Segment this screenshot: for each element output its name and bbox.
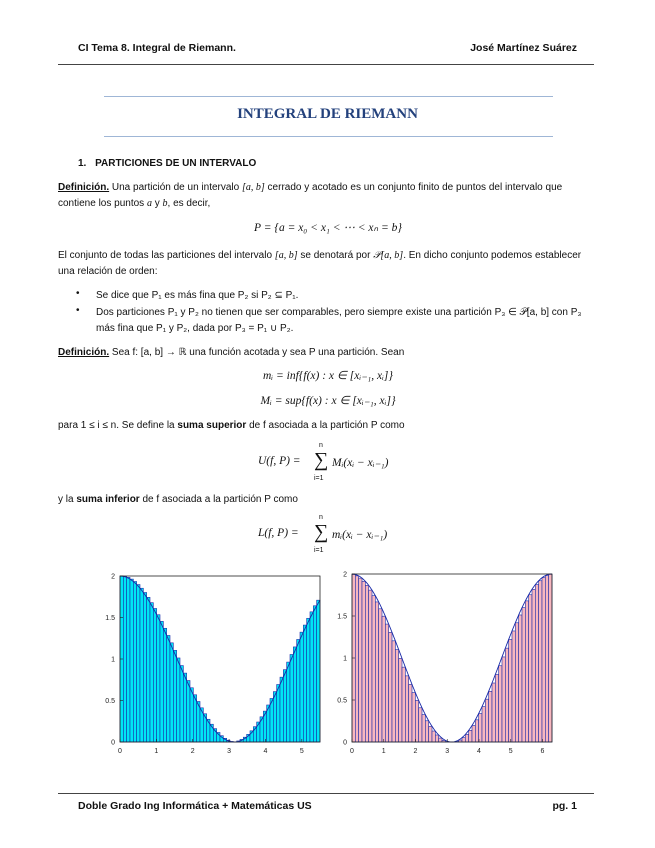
chart-bar — [522, 608, 525, 742]
bullet-2-text: Dos particiones P₁ y P₂ no tienen que ser comparables, pero siempre existe una partición P₃ ∈ 𝒫[a, b] con P₃ más fina que P₁ y P₂, dada por P₃ = P₁ ∪ P₂. — [96, 307, 582, 334]
lower-sum-bottom: i=1 — [314, 547, 324, 554]
chart-bar — [429, 726, 432, 742]
x-tick-label: 0 — [350, 748, 354, 755]
chart-bar — [180, 666, 183, 742]
chart-bar — [123, 576, 126, 742]
formula-upper-sum — [258, 442, 458, 486]
chart-bar — [462, 738, 465, 742]
upper-sum-term: Mᵢ(xᵢ − xᵢ₋₁) — [332, 457, 389, 469]
para1-text2: se denotará por — [297, 250, 374, 261]
title-rule-top — [104, 96, 553, 97]
chart-bar — [207, 719, 210, 742]
y-tick-label: 0 — [111, 739, 115, 747]
lower-sum-top: n — [319, 514, 323, 521]
chart-bar — [432, 731, 435, 742]
formula-lower-sum — [258, 514, 458, 558]
formula-supremum: Mᵢ = sup{f(x) : x ∈ [xᵢ₋₁, xᵢ]} — [260, 395, 396, 407]
def1-text2: cerrado y acotado es un conjunto finito de puntos del intervalo que contiene los puntos — [58, 182, 563, 209]
chart-bar — [359, 578, 362, 742]
chart-bar — [412, 693, 415, 742]
chart-bar — [137, 585, 140, 742]
chart-bar — [402, 667, 405, 742]
chart-bar — [469, 730, 472, 742]
chart-bar — [539, 581, 542, 742]
chart-bar — [482, 707, 485, 742]
def1-a: a — [146, 198, 152, 209]
chart-bar — [509, 639, 512, 742]
chart-bar — [439, 738, 442, 742]
chart-bar — [395, 650, 398, 742]
chart-bar — [317, 600, 320, 742]
formula-infimum: mᵢ = inf{f(x) : x ∈ [xᵢ₋₁, xᵢ]} — [263, 370, 393, 382]
chart-bar — [499, 666, 502, 742]
def1-y: y — [151, 198, 163, 209]
y-tick-label: 0 — [343, 739, 347, 747]
chart-bar — [273, 692, 276, 742]
bullet-1-text: Se dice que P₁ es más fina que P₂ si P₂ ⊆ P₁. — [96, 290, 299, 301]
chart-bar — [535, 585, 538, 742]
lower-sum-lhs: L(f, P) = — [258, 527, 299, 539]
page-title: INTEGRAL DE RIEMANN — [237, 106, 418, 122]
upper-sum-lhs: U(f, P) = — [258, 455, 301, 467]
chart-bar — [170, 643, 173, 742]
chart-bar — [422, 715, 425, 742]
def1-interval: [a, b] — [241, 182, 265, 193]
para3-text2: de f asociada a la partición P como — [139, 494, 298, 505]
chart-bar — [130, 579, 133, 742]
chart-bar — [365, 585, 368, 742]
chart-bar — [409, 684, 412, 742]
chart-bar — [313, 606, 316, 742]
chart-bar — [465, 734, 468, 742]
chart-bar — [193, 695, 196, 742]
para1-text3: . En dicho conjunto podemos establecer una relación de orden: — [58, 250, 582, 277]
chart-bar — [143, 593, 146, 742]
header-rule — [58, 64, 594, 65]
chart-bar — [502, 657, 505, 742]
chart-bar — [385, 624, 388, 742]
chart-bar — [542, 578, 545, 742]
para2-text1: para 1 ≤ i ≤ n. Se define la — [58, 420, 178, 431]
chart-bar — [515, 623, 518, 742]
chart-bar — [472, 725, 475, 742]
header-left: CI Tema 8. Integral de Riemann. — [78, 42, 236, 54]
x-tick-label: 2 — [190, 748, 195, 755]
chart-bar — [435, 735, 438, 742]
def2-text: Sea f: [a, b] → ℝ una función acotada y sea P una partición. Sean — [109, 347, 405, 358]
chart-bar — [369, 590, 372, 742]
para1-set: 𝒫[a, b] — [373, 250, 404, 261]
chart-bar — [405, 676, 408, 742]
bullet-2-symbol: • — [76, 305, 80, 316]
definition-sums — [58, 345, 598, 361]
chart-bar — [183, 673, 186, 742]
chart-bar — [293, 647, 296, 742]
def1-b: b — [162, 198, 168, 209]
chart-bar — [127, 577, 130, 742]
para2-bold: suma superior — [177, 420, 247, 431]
para3-text1: y la — [58, 494, 77, 505]
chart-bar — [310, 612, 313, 742]
lower-sum-chart — [330, 566, 562, 762]
section-number: 1. — [78, 158, 87, 169]
chart-bar — [297, 639, 300, 742]
upper-sum-sigma: ∑ — [314, 449, 329, 471]
chart-bar — [160, 621, 163, 742]
chart-bar — [479, 714, 482, 742]
title-rule-bottom — [104, 136, 553, 137]
upper-sum-top: n — [319, 442, 323, 449]
chart-bar — [495, 674, 498, 742]
para1-text1: El conjunto de todas las particiones del intervalo — [58, 250, 275, 261]
chart-bar — [167, 635, 170, 742]
chart-bar — [163, 628, 166, 742]
chart-bar — [475, 720, 478, 742]
y-tick-label: 0.5 — [105, 698, 115, 705]
chart-bar — [389, 632, 392, 742]
chart-bar — [190, 688, 193, 742]
chart-bar — [133, 582, 136, 742]
lower-sum-sigma: ∑ — [314, 521, 329, 543]
section-heading — [78, 156, 618, 172]
chart-bar — [379, 609, 382, 742]
chart-bar — [187, 681, 190, 742]
chart-bar — [362, 581, 365, 742]
chart-bar — [177, 658, 180, 742]
chart-bar — [355, 576, 358, 742]
chart-bar — [147, 597, 150, 742]
y-tick-label: 1.5 — [337, 613, 347, 621]
chart-bar — [382, 616, 385, 742]
chart-bar — [375, 602, 378, 742]
footer-rule — [58, 793, 594, 794]
chart-bar — [519, 615, 522, 742]
chart-bar — [425, 721, 428, 742]
chart-bar — [280, 677, 283, 742]
upper-sum-bottom: i=1 — [314, 475, 324, 482]
x-tick-label: 4 — [263, 748, 268, 755]
chart-bar — [512, 631, 515, 742]
upper-sum-chart — [98, 566, 330, 762]
x-tick-label: 6 — [540, 748, 545, 755]
chart-bar — [277, 685, 280, 742]
chart-bar — [283, 670, 286, 742]
chart-bar — [303, 625, 306, 742]
x-tick-label: 5 — [299, 748, 304, 755]
y-tick-label: 1.5 — [105, 615, 115, 622]
chart-bar — [287, 662, 290, 742]
lower-sum-term: mᵢ(xᵢ − xᵢ₋₁) — [332, 529, 388, 541]
chart-bar — [532, 589, 535, 742]
x-tick-label: 1 — [381, 748, 386, 755]
chart-bar — [399, 658, 402, 742]
chart-bar — [300, 632, 303, 742]
chart-bar — [392, 641, 395, 742]
chart-bar — [372, 596, 375, 742]
y-tick-label: 0.5 — [337, 697, 347, 705]
chart-bar — [545, 576, 548, 742]
para3-bold: suma inferior — [76, 494, 140, 505]
chart-bar — [173, 650, 176, 742]
definition-2-label: Definición. — [58, 347, 110, 358]
chart-bar — [529, 595, 532, 742]
chart-bar — [505, 648, 508, 742]
y-tick-label: 1 — [111, 656, 115, 664]
paragraph-partitions-set — [58, 248, 598, 280]
y-tick-label: 1 — [343, 655, 347, 663]
y-tick-label: 2 — [111, 573, 115, 581]
x-tick-label: 1 — [154, 748, 159, 755]
chart-bar — [153, 608, 156, 742]
para1-interval: [a, b] — [274, 250, 298, 261]
formula-partition: P = {a = x₀ < x₁ < ⋯ < xₙ = b} — [254, 222, 402, 234]
footer-right: pg. 1 — [552, 800, 577, 812]
bullet-1-symbol: • — [76, 288, 80, 299]
chart-bar — [157, 615, 160, 742]
x-tick-label: 2 — [413, 748, 418, 755]
chart-bar — [419, 708, 422, 742]
paragraph-upper-sum — [58, 418, 598, 434]
x-tick-label: 4 — [477, 748, 481, 755]
chart-bar — [489, 691, 492, 742]
section-title: PARTICIONES DE UN INTERVALO — [95, 158, 257, 169]
x-tick-label: 5 — [508, 748, 513, 755]
footer-left: Doble Grado Ing Informática + Matemáticas US — [78, 800, 312, 812]
x-tick-label: 0 — [118, 748, 122, 755]
chart-bar — [525, 601, 528, 742]
chart-bar — [492, 683, 495, 742]
definition-label: Definición. — [58, 182, 110, 193]
paragraph-lower-sum — [58, 492, 598, 508]
x-tick-label: 3 — [445, 748, 450, 755]
chart-bar — [415, 700, 418, 742]
chart-bar — [140, 588, 143, 742]
para2-text2: de f asociada a la partición P como — [246, 420, 405, 431]
definition-partition — [58, 180, 598, 212]
chart-bar — [290, 654, 293, 742]
def1-text1: Una partición de un intervalo — [109, 182, 242, 193]
chart-bar — [549, 574, 552, 742]
y-tick-label: 2 — [343, 571, 347, 579]
chart-bar — [150, 603, 153, 742]
x-tick-label: 3 — [227, 748, 232, 755]
chart-bar — [307, 618, 310, 742]
header-right: José Martínez Suárez — [470, 42, 577, 54]
def1-text3: , es decir, — [167, 198, 211, 209]
chart-bar — [485, 699, 488, 742]
